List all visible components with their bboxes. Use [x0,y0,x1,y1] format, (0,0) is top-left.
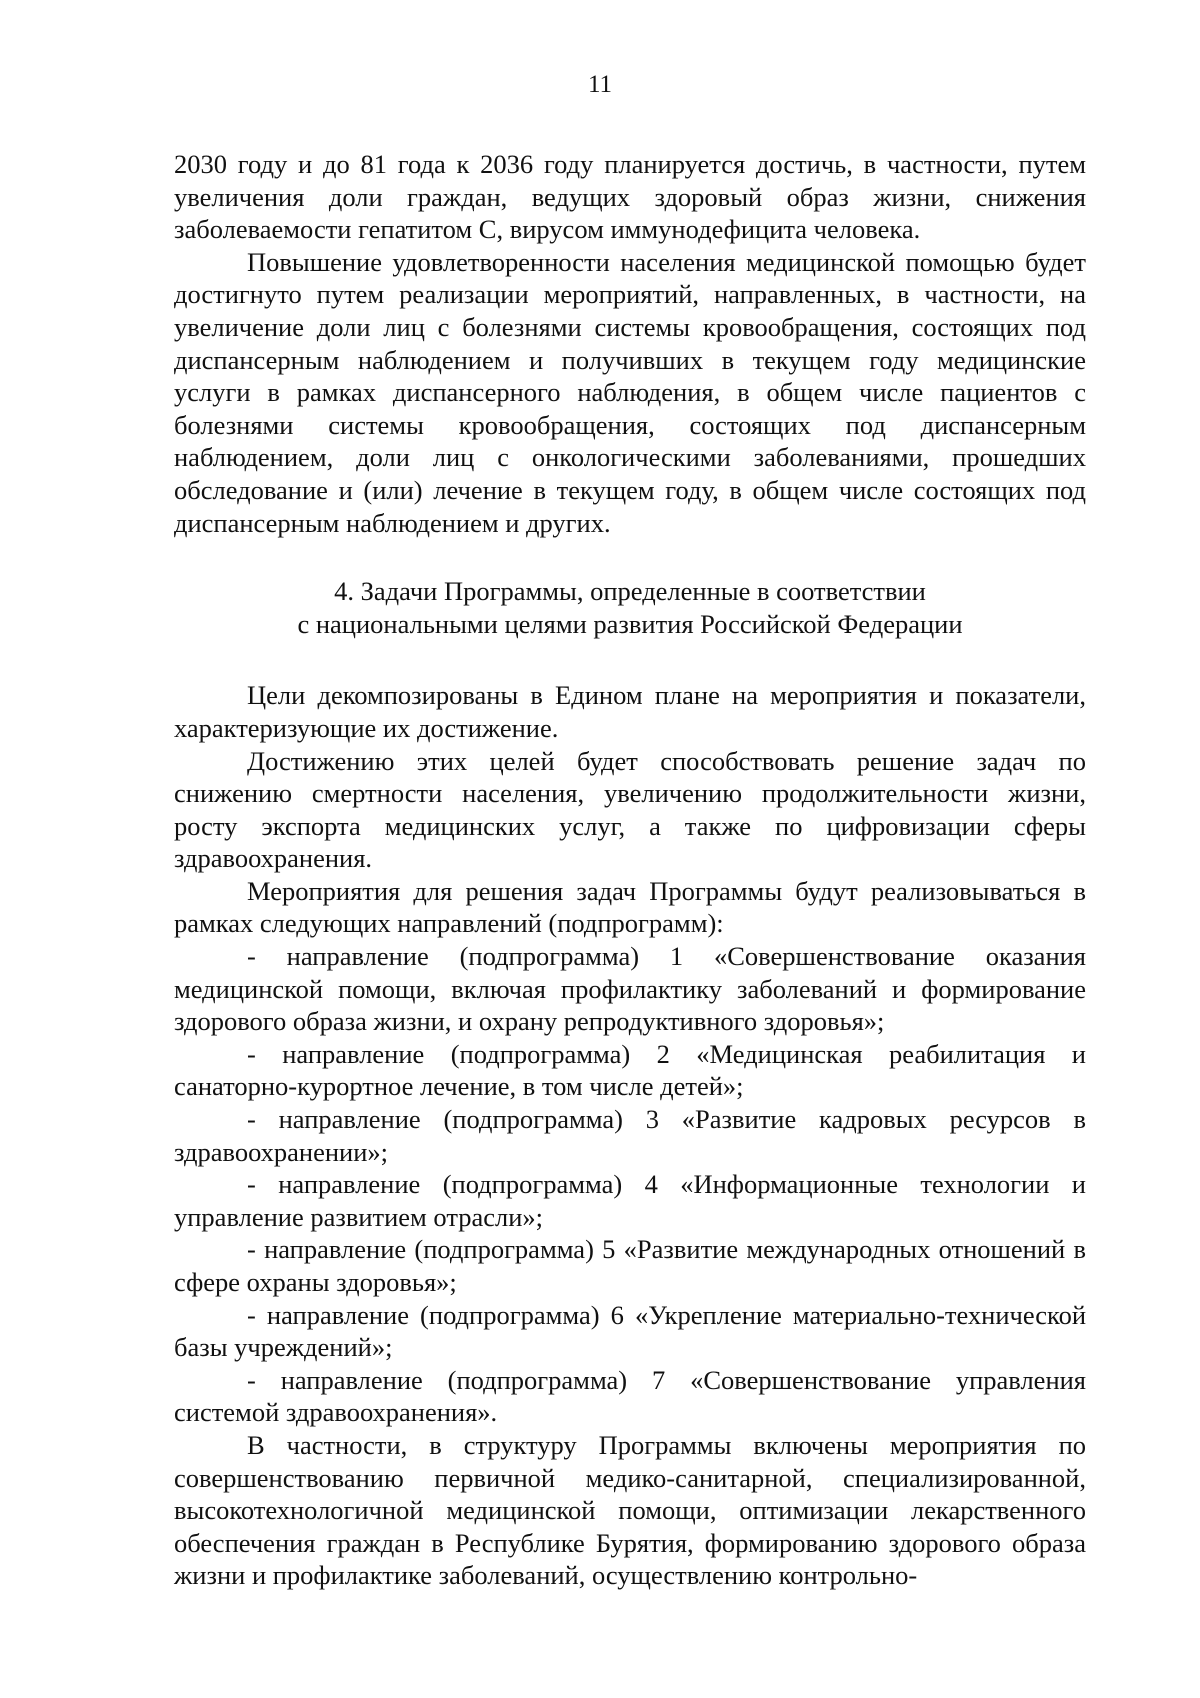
paragraph: В частности, в структуру Программы включены мероприятия по совершенствованию первичной медико-санитарной, специализированной, высокотехнологичной медицинской помощи, оптимизации лекарственного обеспечения граждан в Республике Бурятия, формированию здорового образа жизни и профилактике заболеваний, осуществлению контрольно- [174,1429,1086,1591]
list-item: - направление (подпрограмма) 7 «Совершенствование управления системой здравоохранения». [174,1364,1086,1428]
list-item: - направление (подпрограмма) 2 «Медицинская реабилитация и санаторно-курортное лечение, в том числе детей»; [174,1038,1086,1102]
section-heading-line: с национальными целями развития Российской Федерации [297,608,963,639]
paragraph: Мероприятия для решения задач Программы будут реализовываться в рамках следующих направлений (подпрограмм): [174,875,1086,939]
paragraph: 2030 году и до 81 года к 2036 году планируется достичь, в частности, путем увеличения доли граждан, ведущих здоровый образ жизни, снижения заболеваемости гепатитом С, вирусом иммунодефицита человека. [174,149,1086,245]
list-item: - направление (подпрограмма) 1 «Совершенствование оказания медицинской помощи, включая профилактику заболеваний и формирование здорового образа жизни, и охрану репродуктивного здоровья»; [174,941,1086,1037]
section-heading [174,575,1086,640]
paragraph: Цели декомпозированы в Едином плане на мероприятия и показатели, характеризующие их достижение. [174,680,1086,743]
list-item: - направление (подпрограмма) 6 «Укрепление материально-технической базы учреждений»; [174,1299,1086,1363]
paragraph: Достижению этих целей будет способствовать решение задач по снижению смертности населения, увеличению продолжительности жизни, росту экспорта медицинских услуг, а также по цифровизации сферы здравоохранения. [174,745,1086,874]
paragraph: Повышение удовлетворенности населения медицинской помощью будет достигнуто путем реализации мероприятий, направленных, в частности, на увеличение доли лиц с болезнями системы кровообращения, состоящих под диспансерным наблюдением и получивших в текущем году медицинские услуги в рамках диспансерного наблюдения, в общем числе пациентов с болезнями системы кровообращения, состоящих под диспансерным наблюдением, доли лиц с онкологическими заболеваниями, прошедших обследование и (или) лечение в текущем году, в общем числе состоящих под диспансерным наблюдением и других. [174,246,1086,538]
list-item: - направление (подпрограмма) 5 «Развитие международных отношений в сфере охраны здоровья»; [174,1234,1086,1297]
page-number: 11 [587,71,613,98]
list-item: - направление (подпрограмма) 4 «Информационные технологии и управление развитием отрасли»; [174,1169,1086,1232]
list-item: - направление (подпрограмма) 3 «Развитие кадровых ресурсов в здравоохранении»; [174,1104,1086,1167]
document-body [174,148,1086,1592]
section-heading-line: 4. Задачи Программы, определенные в соответствии [334,576,926,607]
